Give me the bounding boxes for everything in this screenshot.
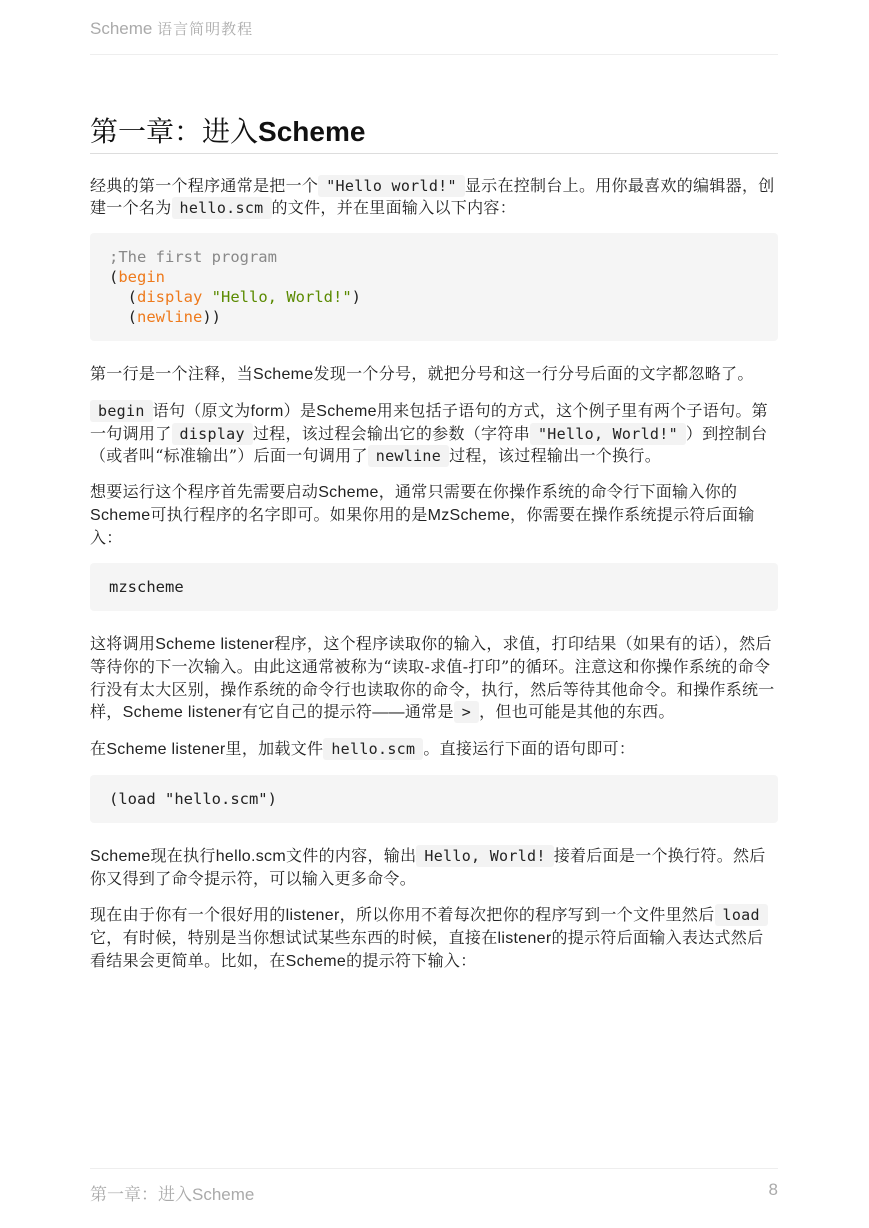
code-block-mzscheme: mzscheme [90,563,778,611]
inline-code-hello-world: "Hello world!" [318,175,465,197]
paragraph-execution-result [90,845,778,890]
text-run: ，你需要在操作系统提示符后面输入： [90,505,755,547]
text-run: 的提示符下输入： [346,951,477,970]
paragraph-begin-explanation [90,400,778,467]
page-number: 8 [768,1180,778,1199]
text-run-latin: Scheme listener [155,636,275,653]
header-divider [90,54,778,55]
chapter-body [90,175,778,987]
text-run: ）是 [283,401,317,420]
text-run-latin: Scheme [285,953,347,970]
inline-code-load: load [715,904,768,926]
text-run: 现在由于你有一个很好用的 [90,905,286,924]
text-run-latin: —— [372,704,405,721]
inline-code-begin: begin [90,400,153,422]
code-block-hello-program: ;The first program (begin (display "Hello, World!") (newline)) [90,233,778,341]
text-run: 第一行是一个注释，当 [90,364,254,383]
text-run: 的提示符后面输入表达式然后看结果会更简单。比如，在 [90,928,764,970]
text-run: 在 [90,739,107,758]
text-run: ，通常只需要在你操作系统的命令行下面输入你的 [378,482,738,501]
text-run: 过程，该过程会输出它的参数（字符串 [252,424,530,443]
chapter-title-cn: 第一章：进入 [90,115,259,148]
chapter-title-underline [90,153,778,154]
running-header-cn: 语言简明教程 [157,20,254,38]
footer-chapter-label [90,1180,254,1205]
paragraph-intro [90,175,778,219]
text-run: 过程，该过程输出一个换行。 [449,446,661,465]
text-run: 显示在控制台上。用你最喜欢的编辑器，创建一个名为 [90,176,775,217]
text-run-latin: form [250,403,284,420]
code-comment: ;The first program [109,248,277,266]
inline-code-hello-string: "Hello, World!" [530,423,686,445]
text-run: ，但也可能是其他的东西。 [479,702,675,721]
text-run: 打印”的循环。注意这和你操作系统的命令行没有太大区别，操作系统的命令行也读取你的命令，执行，然后等待其他命令。和操作系统一样， [90,657,775,721]
text-run: 求值 [430,657,463,676]
code-block-load: (load "hello.scm") [90,775,778,823]
inline-code-newline: newline [368,445,449,467]
text-run: 。直接运行下面的语句即可： [423,739,636,758]
text-run: 这将调用 [90,634,156,653]
inline-code-filename: hello.scm [172,197,272,219]
text-run-latin: Scheme listener [122,704,242,721]
text-run-latin: hello.scm [215,848,286,865]
text-run: ）到控制台（或者叫“标准输出”）后面一句调用了 [90,424,768,465]
text-run: 有它自己的提示符 [241,702,373,721]
footer-chapter-latin: Scheme [192,1185,255,1204]
text-run: 发现一个分号，就把分号和这一行分号后面的文字都忽略了。 [313,364,754,383]
text-run: 语句（原文为 [152,401,251,420]
text-run-latin: listener [285,907,340,924]
text-run: 用来包括子语句的方式，这个例子里有两个子语句。第一句调用了 [90,401,768,443]
code-keyword-display: display [137,288,203,306]
text-run: 它，有时候，特别是当你想试试某些东西的时候，直接在 [90,928,498,947]
text-run-latin: Scheme listener [106,741,226,758]
text-run-latin: Scheme [90,507,151,524]
text-run: 程序，这个程序读取你的输入，求值，打印结果（如果有的话），然后等待你的下一次输入。由此这通常被称为“读取 [90,634,772,676]
text-run: 里，加载文件 [225,739,324,758]
text-run: 通常是 [404,702,454,721]
text-run-latin: Scheme [316,403,377,420]
inline-code-filename: hello.scm [323,738,423,760]
paragraph-comment-explanation [90,363,778,386]
text-run-latin: Scheme [318,484,379,501]
text-run-latin: MzScheme [427,507,511,524]
paragraph-interactive-use [90,904,778,973]
paragraph-run-instructions [90,481,778,549]
running-header-latin: Scheme [90,19,153,38]
text-run-latin: listener [497,930,552,947]
inline-code-prompt: > [454,701,479,723]
code-keyword-begin: begin [118,268,166,286]
code-string-hello: "Hello, World!" [211,288,352,306]
text-run: ，所以你用不着每次把你的程序写到一个文件里然后 [339,905,715,924]
code-paren: ( [109,268,119,286]
text-run: 经典的第一个程序通常是把一个 [90,176,319,195]
document-page [90,0,778,1228]
chapter-title [90,112,778,152]
running-header [90,18,253,39]
text-run: 现在执行 [150,846,216,865]
text-run: 文件的内容，输出 [285,846,417,865]
text-run-latin: - [462,659,469,676]
text-run: 想要运行这个程序首先需要启动 [90,482,319,501]
text-run: 的文件，并在里面输入以下内容： [271,198,517,217]
text-run-latin: - [424,659,431,676]
footer-chapter-cn: 第一章：进入 [90,1185,192,1205]
text-run-latin: Scheme [253,366,314,383]
chapter-title-latin: Scheme [258,116,366,147]
text-run-latin: Scheme [90,848,151,865]
inline-code-display: display [172,423,253,445]
code-keyword-newline: newline [137,308,203,326]
paragraph-listener-explanation [90,633,778,724]
inline-code-output: Hello, World! [416,845,553,867]
paragraph-load-file [90,738,778,761]
text-run: 接着后面是一个换行符。然后你又得到了命令提示符，可以输入更多命令。 [90,846,766,888]
text-run: 可执行程序的名字即可。如果你用的是 [150,505,428,524]
footer-divider [90,1168,778,1169]
